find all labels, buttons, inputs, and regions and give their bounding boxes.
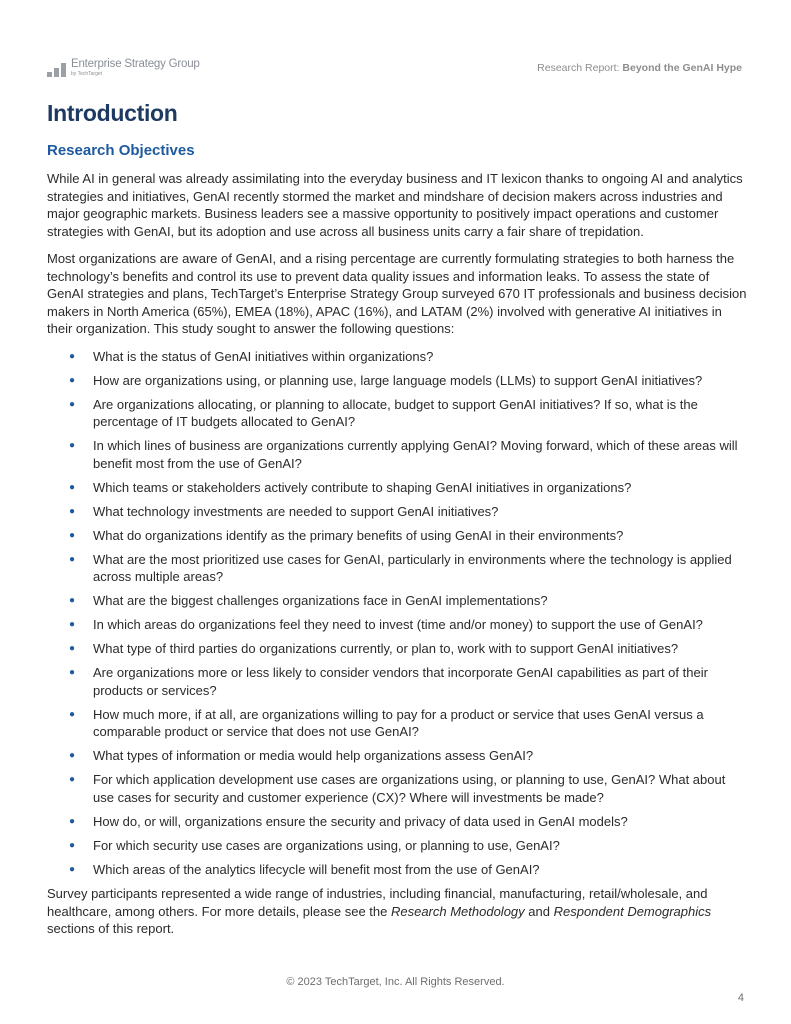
list-item: ● What are the most prioritized use cases for GenAI, particularly in environments where the technology is applied across multiple areas? xyxy=(69,551,732,584)
bullet-icon: ● xyxy=(69,553,76,565)
paragraph-1: While AI in general was already assimilating into the everyday business and IT lexicon thanks to ongoing AI and analytics strategies and initiatives, GenAI recently stormed the market and mindshare of decision makers across industries and major geographic markets. Business leaders see a massive opportunity to positively impact operations and customer strategies with GenAI, but its adoption and use across all business units carry a fair share of trepidation. xyxy=(47,171,743,239)
bullet-icon: ● xyxy=(69,815,76,827)
list-item: ● For which application development use cases are organizations using, or planning to use, GenAI? What about use cases for security and customer experience (CX)? Where will investments be made? xyxy=(69,772,726,805)
bullet-icon: ● xyxy=(69,774,76,785)
page-number: 4 xyxy=(737,992,744,1004)
list-item: ● In which lines of business are organizations currently applying GenAI? Moving forward, which of these areas will benefit most from the use of GenAI? xyxy=(69,438,738,471)
bullet-icon: ● xyxy=(69,440,76,451)
bullet-icon: ● xyxy=(69,863,76,875)
logo-sub-text: by TechTarget xyxy=(71,70,103,77)
list-item: ● Which teams or stakeholders actively contribute to shaping GenAI initiatives in organizations? xyxy=(69,479,632,495)
bullet-icon: ● xyxy=(69,839,76,851)
body-content xyxy=(47,170,747,948)
bullet-icon: ● xyxy=(69,619,76,630)
logo-bars-icon xyxy=(47,63,66,77)
list-item: ● Are organizations more or less likely to consider vendors that incorporate GenAI capabilities as part of their products or services? xyxy=(69,665,708,698)
list-item: ● What types of information or media would help organizations assess GenAI? xyxy=(69,748,534,763)
bullet-icon: ● xyxy=(69,529,76,541)
page-title: Introduction xyxy=(47,100,178,126)
bullet-icon: ● xyxy=(69,505,76,517)
list-item: ● What type of third parties do organizations currently, or plan to, work with to support GenAI initiatives? xyxy=(69,641,679,656)
bullet-icon: ● xyxy=(69,708,76,720)
list-item: ● Which areas of the analytics lifecycle will benefit most from the use of GenAI? xyxy=(69,861,540,877)
esg-logo xyxy=(47,59,200,77)
list-item: ● What do organizations identify as the primary benefits of using GenAI in their environments? xyxy=(69,527,624,543)
list-item: ● What are the biggest challenges organizations face in GenAI implementations? xyxy=(69,593,548,608)
paragraph-3: Survey participants represented a wide range of industries, including financial, manufacturing, retail/wholesale, and healthcare, among others. For more details, please see the Research Methodology and Respondent Demographics sections of this report. xyxy=(47,886,712,936)
bullet-icon: ● xyxy=(69,643,76,654)
section-title: Research Objectives xyxy=(47,142,195,159)
bullet-icon: ● xyxy=(69,398,76,410)
bullet-icon: ● xyxy=(69,350,76,362)
list-item: ● For which security use cases are organizations using, or planning to use, GenAI? xyxy=(69,837,560,853)
demographics-ref: Respondent Demographics xyxy=(553,903,712,919)
copyright-footer: © 2023 TechTarget, Inc. All Rights Reserved. xyxy=(286,976,505,988)
bullet-icon: ● xyxy=(69,481,76,493)
report-title: Beyond the GenAI Hype xyxy=(622,62,742,74)
list-item: ● How do, or will, organizations ensure the security and privacy of data used in GenAI models? xyxy=(69,813,628,829)
list-item: ● In which areas do organizations feel they need to invest (time and/or money) to support the use of GenAI? xyxy=(69,617,703,632)
methodology-ref: Research Methodology xyxy=(390,903,525,919)
questions-list xyxy=(47,348,747,879)
list-item: ● How are organizations using, or planning use, large language models (LLMs) to support GenAI initiatives? xyxy=(69,372,703,388)
paragraph-2: Most organizations are aware of GenAI, and a rising percentage are currently formulating strategies to both harness the technology’s benefits and control its use to prevent data quality issues and information leaks. To assess the state of GenAI strategies and plans, TechTarget’s Enterprise Strategy Group surveyed 670 IT professionals and business decision makers in North America (65%), EMEA (18%), APAC (16%), and LATAM (2%) involved with generative AI initiatives in their organization. This study sought to answer the following questions: xyxy=(47,251,747,336)
logo-main-text: Enterprise Strategy Group xyxy=(71,58,200,70)
list-item: ● What is the status of GenAI initiatives within organizations? xyxy=(69,348,434,364)
list-item: ● Are organizations allocating, or planning to allocate, budget to support GenAI initiatives? If so, what is the percentage of IT budgets allocated to GenAI? xyxy=(69,396,698,429)
report-label: Research Report: xyxy=(537,62,623,74)
list-item: ● How much more, if at all, are organizations willing to pay for a product or service that uses GenAI versus a comparable product or service that does not use GenAI? xyxy=(69,706,704,739)
bullet-icon: ● xyxy=(69,595,76,606)
bullet-icon: ● xyxy=(69,374,76,386)
report-header xyxy=(537,62,742,74)
list-item: ● What technology investments are needed to support GenAI initiatives? xyxy=(69,503,499,519)
bullet-icon: ● xyxy=(69,750,76,761)
bullet-icon: ● xyxy=(69,667,76,678)
